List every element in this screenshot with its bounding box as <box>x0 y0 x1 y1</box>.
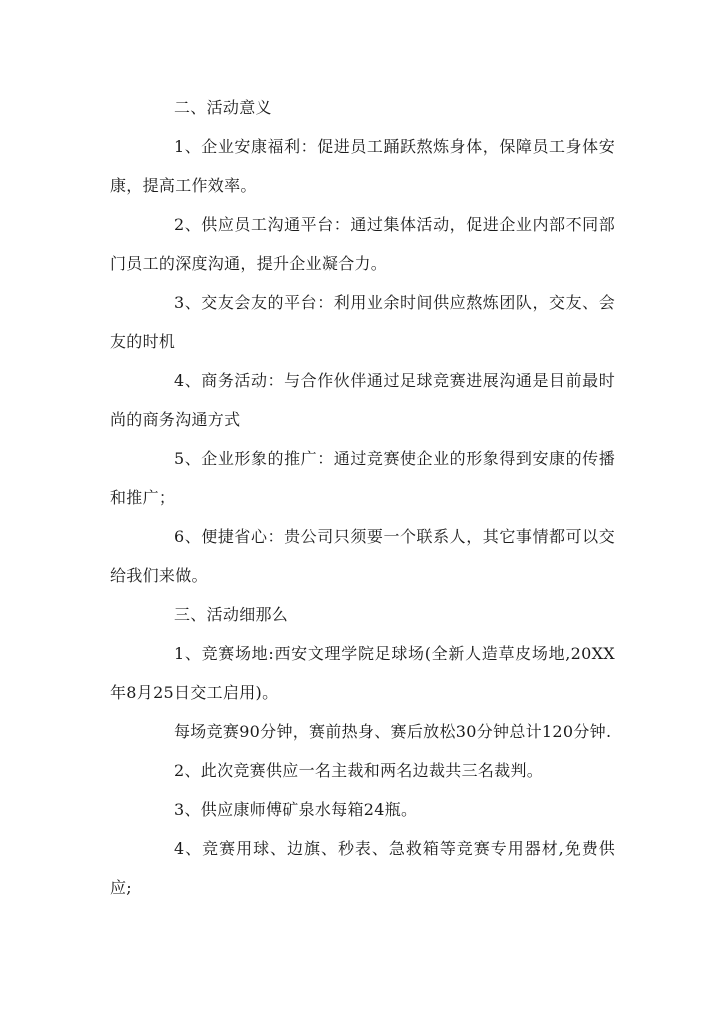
paragraph-venue: 1、竞赛场地:西安文理学院足球场(全新人造草皮场地,20XX年8月25日交工启用)。 <box>110 644 615 702</box>
paragraph-communication-platform: 2、供应员工沟通平台：通过集体活动，促进企业内部不同部门员工的深度沟通，提升企业凝合力。 <box>110 215 615 273</box>
paragraph-business-activity: 4、商务活动：与合作伙伴通过足球竞赛进展沟通是目前最时尚的商务沟通方式 <box>110 371 615 429</box>
section-heading-significance: 二、活动意义 <box>174 98 272 117</box>
paragraph-welfare: 1、企业安康福利：促进员工踊跃熬炼身体，保障员工身体安康，提高工作效率。 <box>110 137 615 195</box>
paragraph-convenience: 6、便捷省心：贵公司只须要一个联系人，其它事情都可以交给我们来做。 <box>110 527 615 585</box>
paragraph-equipment: 4、竞赛用球、边旗、秒表、急救箱等竞赛专用器材,免费供应; <box>110 839 615 897</box>
paragraph-social-platform: 3、交友会友的平台：利用业余时间供应熬炼团队，交友、会友的时机 <box>110 293 615 351</box>
paragraph-referees: 2、此次竞赛供应一名主裁和两名边裁共三名裁判。 <box>174 761 544 780</box>
paragraph-image-promotion: 5、企业形象的推广：通过竞赛使企业的形象得到安康的传播和推广； <box>110 449 615 507</box>
document-body <box>110 88 615 907</box>
paragraph-water-supply: 3、供应康师傅矿泉水每箱24瓶。 <box>174 800 418 819</box>
section-heading-rules: 三、活动细那么 <box>174 605 289 624</box>
paragraph-match-duration: 每场竞赛90分钟，赛前热身、赛后放松30分钟总计120分钟. <box>174 722 612 741</box>
